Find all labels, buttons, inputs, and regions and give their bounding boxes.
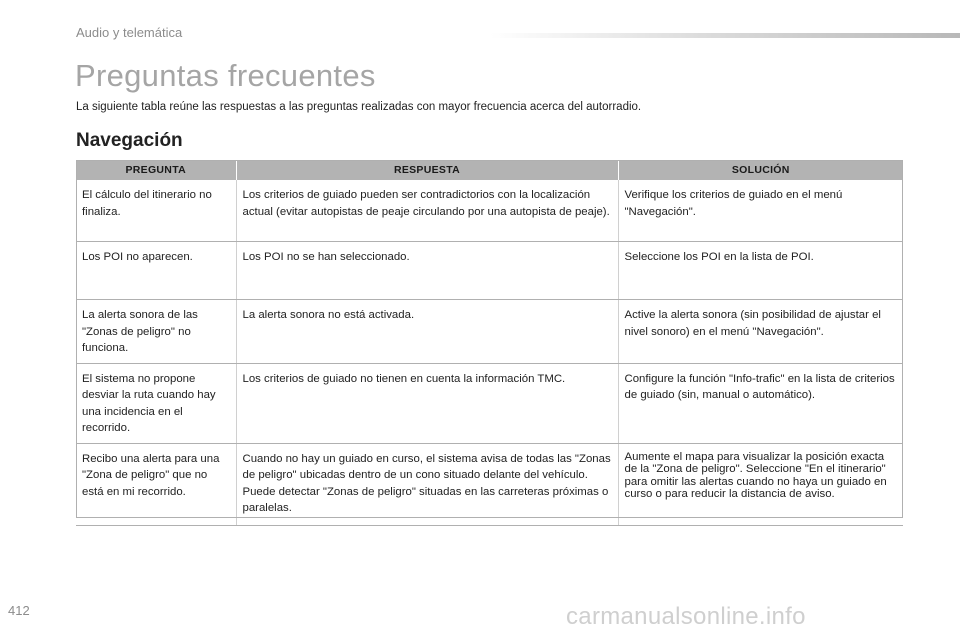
section-heading: Navegación: [76, 130, 183, 151]
cell-solucion: Configure la función "Info-trafic" en la lista de criterios de guiado (sin, manual o automático).: [618, 363, 903, 443]
table-row: [76, 180, 903, 242]
watermark: carmanualsonline.info: [566, 603, 806, 630]
cell-respuesta: Cuando no hay un guiado en curso, el sistema avisa de todas las "Zonas de peligro" ubicadas dentro de un cono situado delante del vehículo. Puede detectar "Zonas de peligro" situadas en las carreteras próximas o paralelas.: [236, 443, 618, 525]
cell-respuesta: Los criterios de guiado no tienen en cuenta la información TMC.: [236, 363, 618, 443]
running-header: Audio y telemática: [76, 25, 183, 40]
table-row: [76, 242, 903, 300]
table-row: [76, 443, 903, 525]
cell-solucion: Aumente el mapa para visualizar la posición exacta de la "Zona de peligro". Seleccione "En el itinerario" para omitir las alertas cuando no haya un guiado en curso o para reducir la distancia de aviso.: [618, 443, 903, 525]
cell-respuesta: Los POI no se han seleccionado.: [236, 242, 618, 300]
cell-pregunta: Recibo una alerta para una "Zona de peligro" que no está en mi recorrido.: [76, 443, 236, 525]
intro-text: La siguiente tabla reúne las respuestas a las preguntas realizadas con mayor frecuencia acerca del autorradio.: [76, 101, 642, 113]
page-title: Preguntas frecuentes: [75, 58, 376, 93]
column-header-solucion: SOLUCIÓN: [618, 160, 903, 180]
column-header-pregunta: PREGUNTA: [76, 160, 236, 180]
cell-pregunta: El cálculo del itinerario no finaliza.: [76, 180, 236, 242]
cell-pregunta: El sistema no propone desviar la ruta cuando hay una incidencia en el recorrido.: [76, 363, 236, 443]
faq-table: [76, 160, 903, 526]
cell-pregunta: La alerta sonora de las "Zonas de peligro" no funciona.: [76, 300, 236, 364]
table-row: [76, 300, 903, 364]
cell-solucion: Active la alerta sonora (sin posibilidad de ajustar el nivel sonoro) en el menú "Navegación".: [618, 300, 903, 364]
cell-solucion: Verifique los criterios de guiado en el menú "Navegación".: [618, 180, 903, 242]
cell-solucion: Seleccione los POI en la lista de POI.: [618, 242, 903, 300]
page-number: 412: [8, 603, 30, 618]
cell-respuesta: Los criterios de guiado pueden ser contradictorios con la localización actual (evitar autopistas de peaje circulando por una autopista de peaje).: [236, 180, 618, 242]
header-rule: [490, 33, 960, 38]
cell-pregunta: Los POI no aparecen.: [76, 242, 236, 300]
table-header-row: [76, 160, 903, 180]
column-header-respuesta: RESPUESTA: [236, 160, 618, 180]
cell-respuesta: La alerta sonora no está activada.: [236, 300, 618, 364]
table-row: [76, 363, 903, 443]
